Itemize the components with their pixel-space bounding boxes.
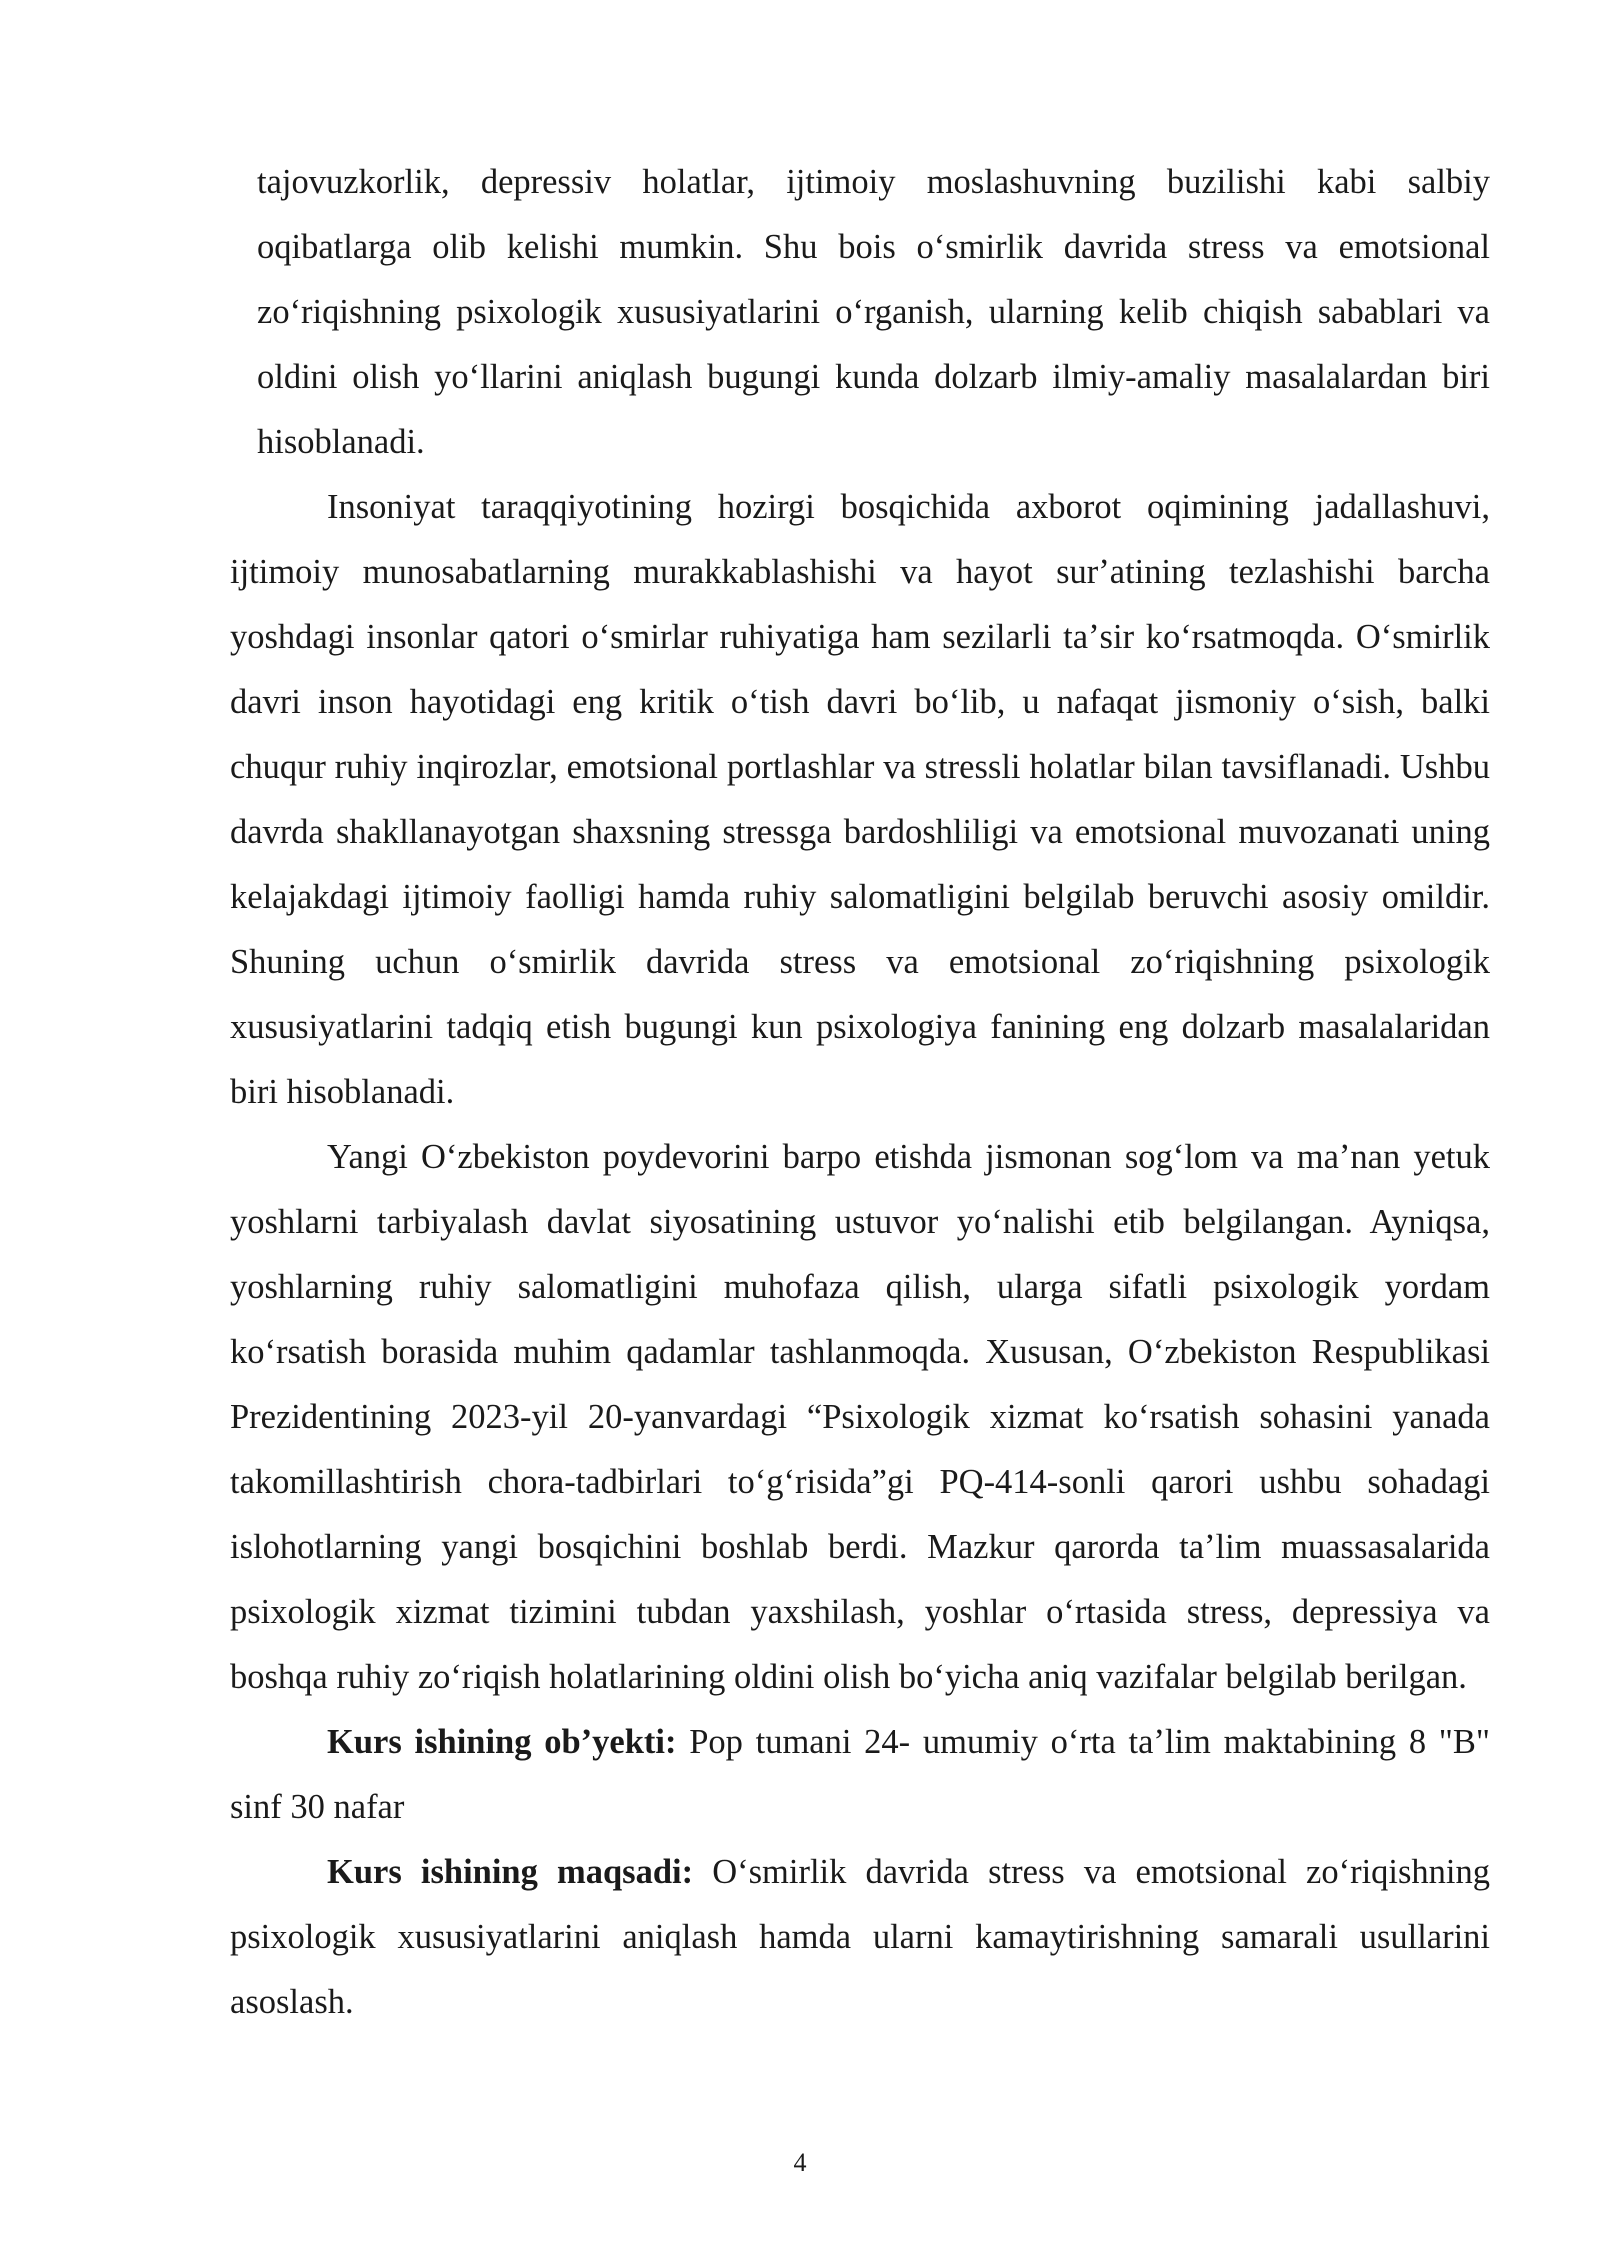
body-text xyxy=(230,150,1490,2035)
object-text: Pop tumani 24- umumiy oʻrta taʼlim maktabining 8 "B" sinf 30 nafar xyxy=(230,1723,1490,1826)
page-number: 4 xyxy=(793,2148,807,2177)
paragraph-continuation: tajovuzkorlik, depressiv holatlar, ijtimoiy moslashuvning buzilishi kabi salbiy oqibatlarga olib kelishi mumkin. Shu bois oʻsmirlik davrida stress va emotsional zoʻriqishning psixologik xususiyatlarini oʻrganish, ularning kelib chiqish sabablari va oldini olish yoʻllarini aniqlash bugungi kunda dolzarb ilmiy-amaliy masalalardan biri hisoblanadi. xyxy=(257,163,1490,461)
goal-text: Oʻsmirlik davrida stress va emotsional zoʻriqishning psixologik xususiyatlarini aniqlash hamda ularni kamaytirishning samarali usullarini asoslash. xyxy=(230,1853,1491,2021)
object-heading: Kurs ishining obʼyekti: xyxy=(327,1723,677,1761)
paragraph-goal xyxy=(230,1840,1490,2035)
goal-heading: Kurs ishining maqsadi: xyxy=(327,1853,694,1891)
paragraph-relevance: Insoniyat taraqqiyotining hozirgi bosqichida axborot oqimining jadallashuvi, ijtimoiy munosabatlarning murakkablashishi va hayot surʼatining tezlashishi barcha yoshdagi insonlar qatori oʻsmirlar ruhiyatiga ham sezilarli taʼsir koʻrsatmoqda. Oʻsmirlik davri inson hayotidagi eng kritik oʻtish davri boʻlib, u nafaqat jismoniy oʻsish, balki chuqur ruhiy inqirozlar, emotsional portlashlar va stressli holatlar bilan tavsiflanadi. Ushbu davrda shakllanayotgan shaxsning stressga bardoshliligi va emotsional muvozanati uning kelajakdagi ijtimoiy faolligi hamda ruhiy salomatligini belgilab beruvchi asosiy omildir. Shuning uchun oʻsmirlik davrida stress va emotsional zoʻriqishning psixologik xususiyatlarini tadqiq etish bugungi kun psixologiya fanining eng dolzarb masalalaridan biri hisoblanadi. xyxy=(230,488,1490,1111)
paragraph-state-policy: Yangi Oʻzbekiston poydevorini barpo etishda jismonan sogʻlom va maʼnan yetuk yoshlarni tarbiyalash davlat siyosatining ustuvor yoʻnalishi etib belgilangan. Ayniqsa, yoshlarning ruhiy salomatligini muhofaza qilish, ularga sifatli psixologik yordam koʻrsatish borasida muhim qadamlar tashlanmoqda. Xususan, Oʻzbekiston Respublikasi Prezidentining 2023-yil 20-yanvardagi “Psixologik xizmat koʻrsatish sohasini yanada takomillashtirish chora-tadbirlari toʻgʻrisida”gi PQ-414-sonli qarori ushbu sohadagi islohotlarning yangi bosqichini boshlab berdi. Mazkur qarorda taʼlim muassasalarida psixologik xizmat tizimini tubdan yaxshilash, yoshlar oʻrtasida stress, depressiya va boshqa ruhiy zoʻriqish holatlarining oldini olish boʻyicha aniq vazifalar belgilab berilgan. xyxy=(230,1138,1490,1696)
paragraph-object xyxy=(230,1710,1490,1840)
